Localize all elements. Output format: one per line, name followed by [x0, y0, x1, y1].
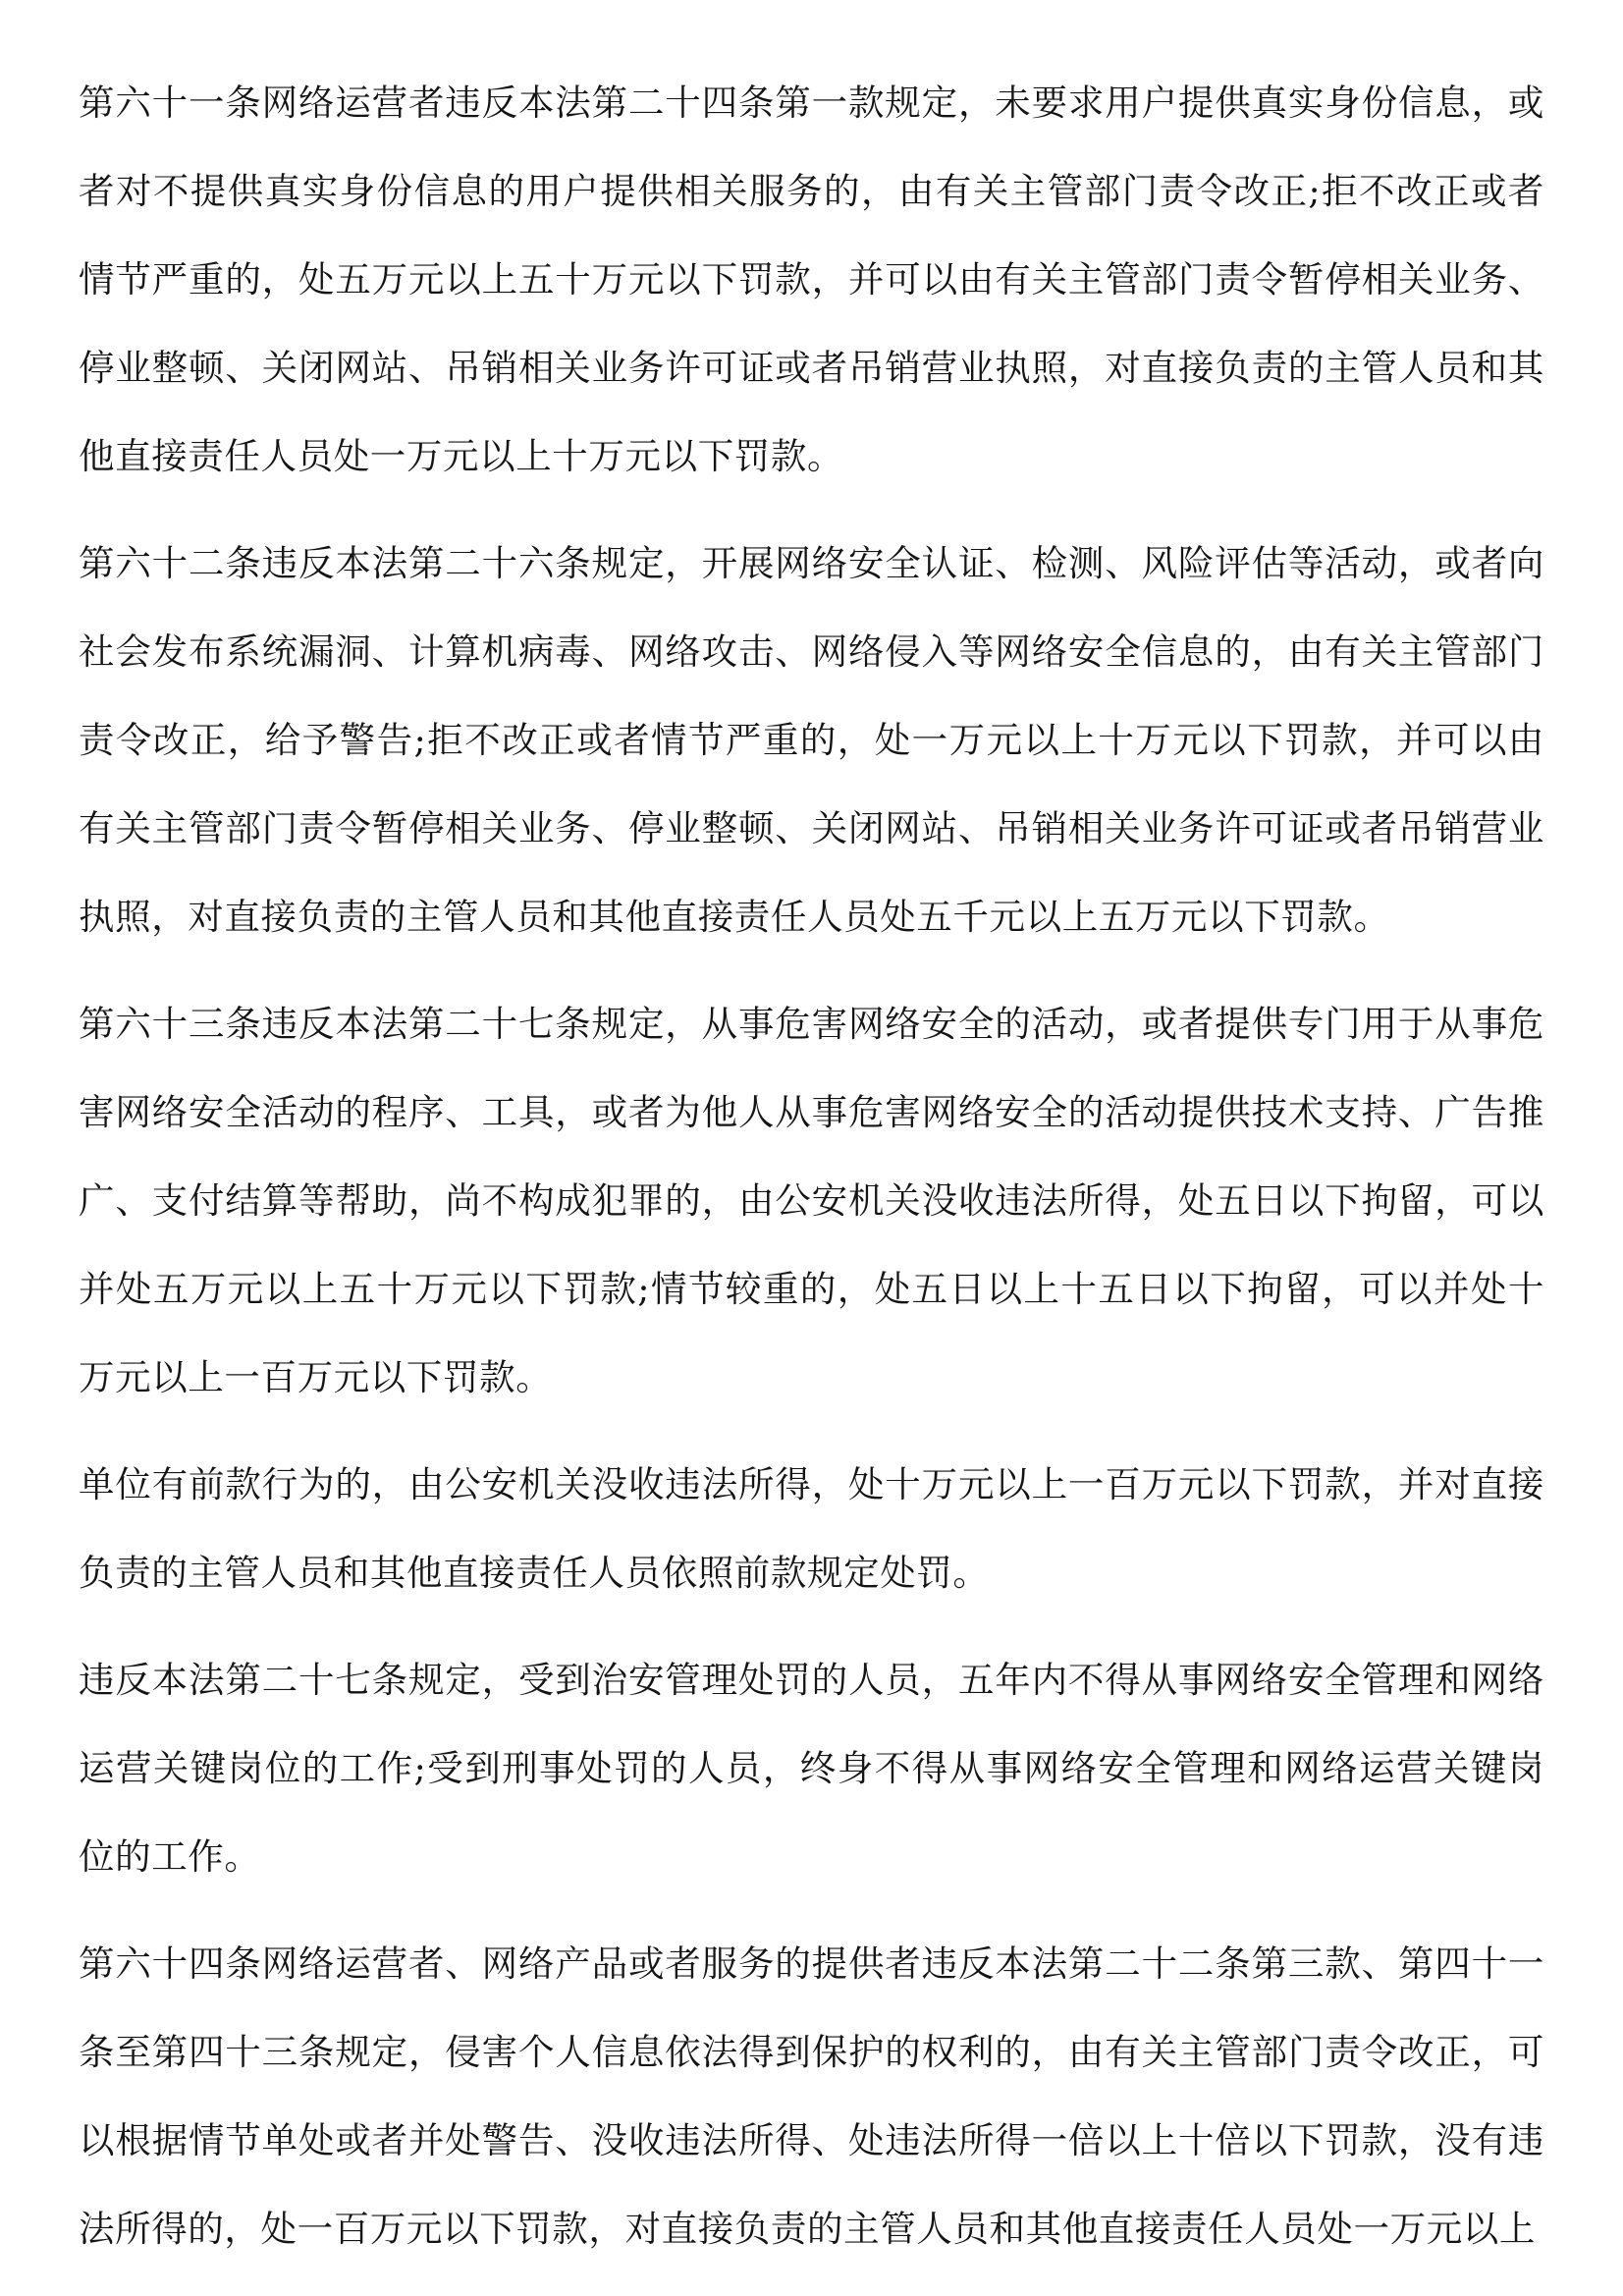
article-61-paragraph: 第六十一条网络运营者违反本法第二十四条第一款规定，未要求用户提供真实身份信息，或者对不提供真实身份信息的用户提供相关服务的，由有关主管部门责令改正;拒不改正或者情节严重的，处五万元以上五十万元以下罚款，并可以由有关主管部门责令暂停相关业务、停业整顿、关闭网站、吊销相关业务许可证或者吊销营业执照，对直接负责的主管人员和其他直接责任人员处一万元以上十万元以下罚款。 [79, 82, 1544, 477]
document-page [79, 59, 1544, 2288]
article-63-paragraph: 第六十三条违反本法第二十七条规定，从事危害网络安全的活动，或者提供专门用于从事危害网络安全活动的程序、工具，或者为他人从事危害网络安全的活动提供技术支持、广告推广、支付结算等帮助，尚不构成犯罪的，由公安机关没收违法所得，处五日以下拘留，可以并处五万元以上五十万元以下罚款;情节较重的，处五日以上十五日以下拘留，可以并处十万元以上一百万元以下罚款。 [79, 1003, 1544, 1398]
article-63-clause-2-paragraph: 单位有前款行为的，由公安机关没收违法所得，处十万元以上一百万元以下罚款，并对直接负责的主管人员和其他直接责任人员依照前款规定处罚。 [79, 1463, 1544, 1594]
article-64-paragraph: 第六十四条网络运营者、网络产品或者服务的提供者违反本法第二十二条第三款、第四十一条至第四十三条规定，侵害个人信息依法得到保护的权利的，由有关主管部门责令改正，可以根据情节单处或者并处警告、没收违法所得、处违法所得一倍以上十倍以下罚款，没有违法所得的，处一百万元以下罚款，对直接负责的主管人员和其他直接责任人员处一万元以上 [79, 1942, 1544, 2250]
article-62-paragraph: 第六十二条违反本法第二十六条规定，开展网络安全认证、检测、风险评估等活动，或者向社会发布系统漏洞、计算机病毒、网络攻击、网络侵入等网络安全信息的，由有关主管部门责令改正，给予警告;拒不改正或者情节严重的，处一万元以上十万元以下罚款，并可以由有关主管部门责令暂停相关业务、停业整顿、关闭网站、吊销相关业务许可证或者吊销营业执照，对直接负责的主管人员和其他直接责任人员处五千元以上五万元以下罚款。 [79, 542, 1544, 938]
article-63-clause-3-paragraph: 违反本法第二十七条规定，受到治安管理处罚的人员，五年内不得从事网络安全管理和网络运营关键岗位的工作;受到刑事处罚的人员，终身不得从事网络安全管理和网络运营关键岗位的工作。 [79, 1659, 1544, 1878]
